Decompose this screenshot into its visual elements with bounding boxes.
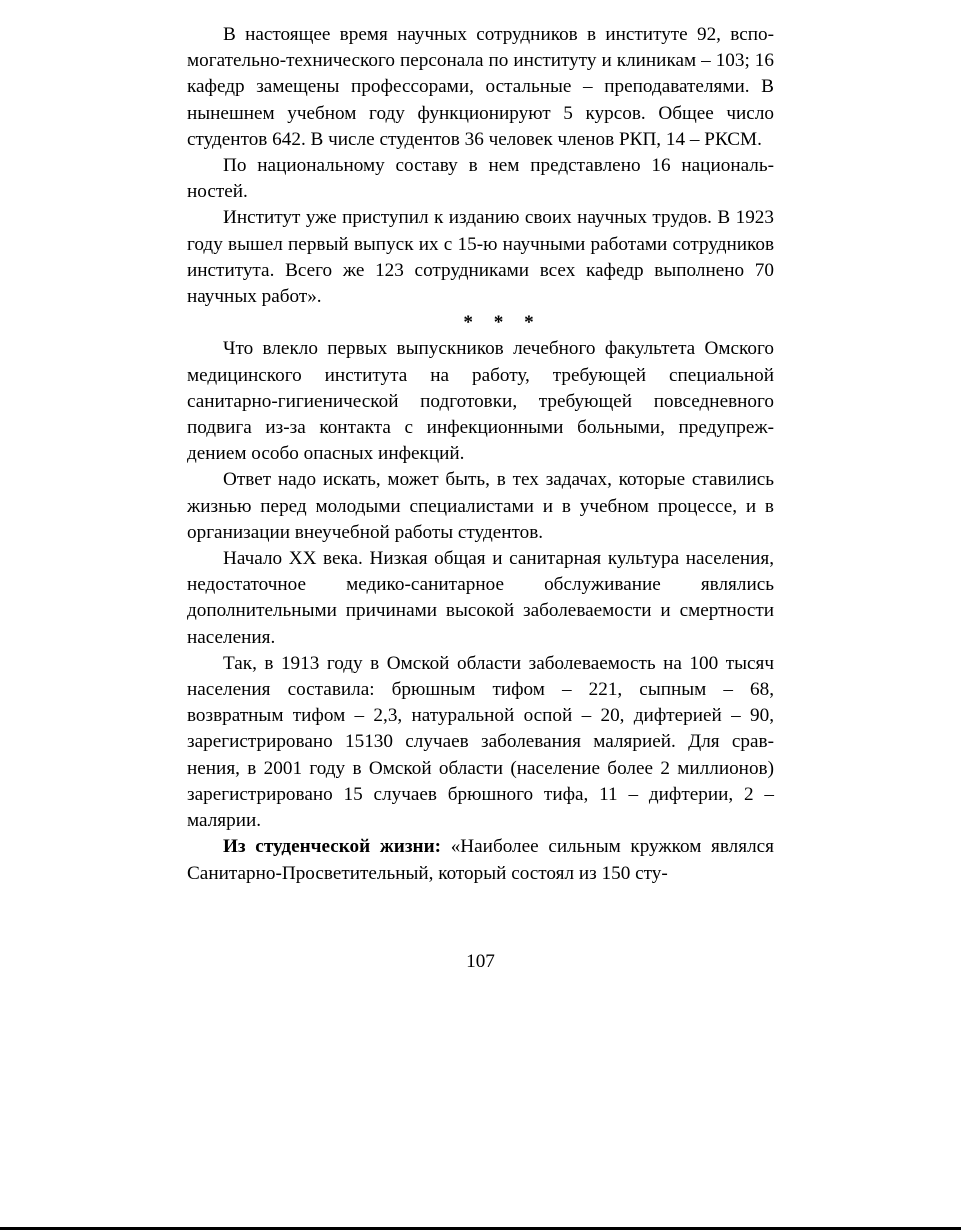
paragraph-early-20th-century: Начало XX века. Низкая общая и санитарная культура населения, недостаточное медико-санитарное обслуживание являлись дополнительными причинами высокой заболеваемости и смертности населения. (187, 548, 774, 648)
student-life-text: «Наиболее сильным кружком являлся Санитарно-Просветительный, который состоял из 150 сту- (187, 836, 774, 884)
page-number: 107 (466, 951, 495, 972)
paragraph-staff-statistics: В настоящее время научных сотрудников в институте 92, вспомогательно-технического персонала по институту и клиникам – 103; 16 кафедр замещены профессорами, остальные – преподавателями. В нынешнем учебном году функционируют 5 курсов. Общее число студентов 642. В числе студентов 36 человек членов РКП, 14 – РКСМ. (187, 24, 774, 150)
section-break-asterisks: * * * (463, 312, 542, 334)
paragraph-nationalities: По национальному составу в нем представлено 16 национальностей. (187, 155, 774, 203)
paragraph-first-graduates: Что влекло первых выпускников лечебного факультета Омского медицинского института на работу, требующей специальной санитарно-гигиенической подготовки, требующей повседневного подвига из-за контакта с инфекционными больными, предупреждением особо опасных инфекций. (187, 338, 774, 465)
paragraph-student-life (187, 834, 774, 886)
paragraph-answer: Ответ надо искать, может быть, в тех задачах, которые ставились жизнью перед молодыми специалистами и в учебном процессе, и в организации внеучебной работы студентов. (187, 469, 774, 543)
page-body (187, 22, 774, 887)
paragraph-scientific-works: Институт уже приступил к изданию своих научных трудов. В 1923 году вышел первый выпуск их с 15-ю научными работами сотрудников института. Всего же 123 сотрудниками всех кафедр выполнено 70 научных работ». (187, 207, 774, 308)
paragraph-morbidity-1913: Так, в 1913 году в Омской области заболеваемость на 100 тысяч населения составила: брюшным тифом – 221, сыпным – 68, возвратным тифом – 2,3, натуральной оспой – 20, дифтерией – 90, зарегистрировано 15130 случаев заболевания малярией. Для сравнения, в 2001 году в Омской области (население более 2 миллионов) зарегистрировано 15 случаев брюшного тифа, 11 – дифтерии, 2 – малярии. (187, 652, 774, 832)
run-in-heading-student-life: Из студенческой жизни: (223, 836, 442, 858)
